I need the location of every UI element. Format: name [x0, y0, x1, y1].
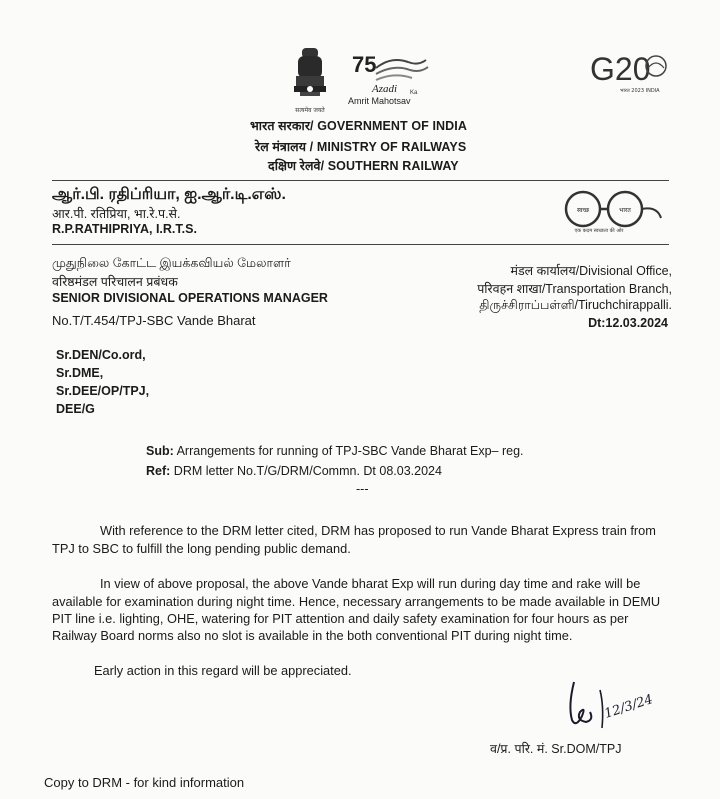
header-line-government: भारत सरकार/ GOVERNMENT OF INDIA [250, 119, 468, 133]
subject-label: Sub: [146, 444, 174, 458]
reference-line [146, 464, 442, 478]
office-line-3: திருச்சிராப்பள்ளி/Tiruchchirappalli. [479, 298, 672, 312]
para2-line4: Railway Board norms also no slot is available in the both conventional PIT during night time. [52, 628, 573, 643]
swachh-left: स्वच्छ [576, 207, 590, 214]
reference-text: DRM letter No.T/G/DRM/Commn. Dt 08.03.2024 [173, 464, 442, 478]
designation-hindi: वरिष्ठमंडल परिचालन प्रबंधक [52, 275, 178, 289]
swachh-right: भारत [619, 207, 631, 214]
letter-date: Dt:12.03.2024 [588, 316, 668, 330]
recipient-3: Sr.DEE/OP/TPJ, [56, 384, 150, 398]
signatory-designation: व/प्र. परि. मं. Sr.DOM/TPJ [490, 742, 622, 756]
copy-to-line: Copy to DRM - for kind information [44, 775, 245, 790]
officer-name-english: R.P.RATHIPRIYA, I.R.T.S. [52, 222, 197, 236]
office-line-1: मंडल कार्यालय/Divisional Office, [510, 264, 672, 278]
swachh-bharat-logo [553, 188, 665, 234]
recipient-1: Sr.DEN/Co.ord, [56, 348, 146, 362]
officer-name-hindi: आर.पी. रतिप्रिया, भा.रे.प.से. [52, 207, 181, 221]
state-emblem-icon [288, 44, 332, 120]
name-divider [52, 244, 669, 245]
subject-divider: --- [356, 482, 369, 496]
azadi-line2: Amrit Mahotsav [348, 96, 411, 106]
recipient-4: DEE/G [56, 402, 95, 416]
reference-label: Ref: [146, 464, 171, 478]
g20-caption: भारत 2023 INDIA [620, 88, 660, 94]
azadi-number: 75 [352, 52, 377, 77]
g20-text: G20 [590, 51, 651, 87]
azadi-line1: Azadi [372, 83, 398, 95]
signature-image [560, 676, 660, 738]
designation-english: SENIOR DIVISIONAL OPERATIONS MANAGER [52, 291, 328, 305]
letter-reference-number: No.T/T.454/TPJ-SBC Vande Bharat [52, 313, 256, 328]
g20-logo [590, 46, 668, 98]
office-line-2: परिवहन शाखा/Transportation Branch, [477, 282, 672, 296]
azadi-ka-amrit-mahotsav-logo [346, 50, 436, 108]
header-divider [52, 180, 669, 181]
emblem-caption: सत्यमेव जयते [295, 107, 325, 114]
officer-name-tamil: ஆர்.பி. ரதிப்ரியா, ஐ.ஆர்.டி.எஸ். [52, 186, 286, 203]
designation-tamil: முதுநிலை கோட்ட இயக்கவியல் மேலாளர் [52, 256, 291, 270]
para2-line2: available for examination during night time. Hence, necessary arrangements to be made available in DEMU [52, 594, 661, 609]
para1-line2: TPJ to SBC to fulfill the long pending public demand. [52, 541, 351, 556]
para1-line1: With reference to the DRM letter cited, DRM has proposed to run Vande Bharat Express train from [100, 523, 656, 538]
subject-text: Arrangements for running of TPJ-SBC Vande Bharat Exp– reg. [176, 444, 524, 458]
header-line-ministry: रेल मंत्रालय / MINISTRY OF RAILWAYS [255, 140, 467, 154]
swachh-caption: एक कदम स्वच्छता की ओर [574, 228, 624, 234]
subject-line [146, 444, 524, 458]
para2-line1: In view of above proposal, the above Vande bharat Exp will run during day time and rake will be [100, 576, 641, 591]
recipient-2: Sr.DME, [56, 366, 104, 380]
signature-date: 12/3/24 [602, 692, 655, 722]
para3: Early action in this regard will be appreciated. [94, 663, 352, 678]
azadi-ka: Ka [410, 90, 418, 96]
para2-line3: PIT line i.e. lighting, OHE, watering for PIT attention and daily safety examination for four hours as per [52, 611, 629, 626]
header-line-railway: दक्षिण रेलवे/ SOUTHERN RAILWAY [268, 159, 459, 173]
